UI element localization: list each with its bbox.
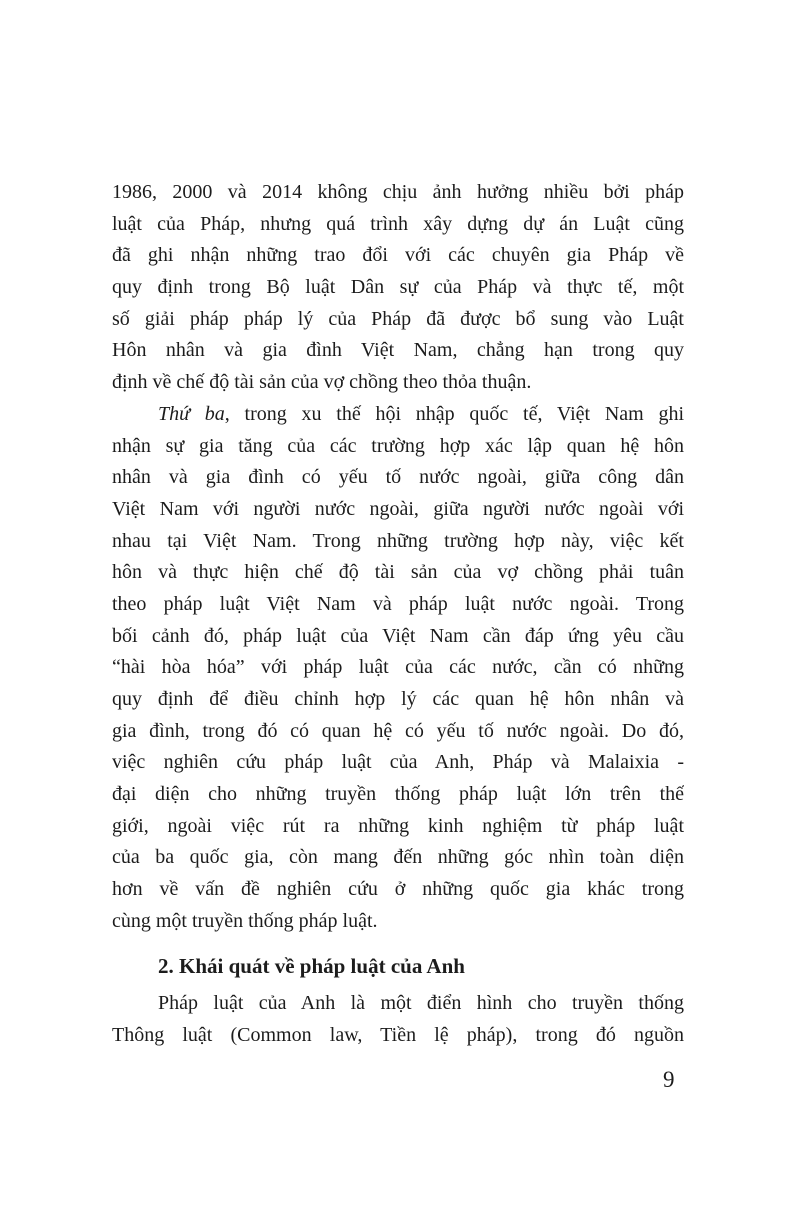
text-line: đã ghi nhận những trao đổi với các chuyên gia Pháp về [112, 244, 684, 267]
line-text: , trong xu thế hội nhập quốc tế, Việt Nam ghi [224, 402, 684, 425]
text-line: Việt Nam với người nước ngoài, giữa người nước ngoài với [112, 497, 684, 520]
page-number: 9 [663, 1067, 675, 1092]
text-line: định về chế độ tài sản của vợ chồng theo thỏa thuận. [112, 371, 532, 394]
text-line: quy định để điều chỉnh hợp lý các quan hệ hôn nhân và [112, 688, 684, 710]
text-line: Hôn nhân và gia đình Việt Nam, chẳng hạn trong quy [112, 339, 684, 362]
text-line: đại diện cho những truyền thống pháp luật lớn trên thế [112, 783, 684, 806]
text-line: theo pháp luật Việt Nam và pháp luật nước ngoài. Trong [112, 592, 684, 615]
text-block [112, 177, 684, 1052]
paragraph [112, 177, 684, 399]
text-line: gia đình, trong đó có quan hệ có yếu tố nước ngoài. Do đó, [112, 719, 684, 742]
text-line: giới, ngoài việc rút ra những kinh nghiệm từ pháp luật [112, 814, 684, 837]
text-line: luật của Pháp, nhưng quá trình xây dựng dự án Luật cũng [112, 212, 684, 235]
text-line [112, 399, 684, 431]
text-line: nhân và gia đình có yếu tố nước ngoài, giữa công dân [112, 466, 684, 489]
text-line: nhận sự gia tăng của các trường hợp xác lập quan hệ hôn [112, 434, 684, 457]
paragraph [112, 988, 684, 1051]
text-line: của ba quốc gia, còn mang đến những góc nhìn toàn diện [112, 846, 684, 869]
text-line: “hài hòa hóa” với pháp luật của các nước, cần có những [112, 656, 684, 679]
text-line: bối cảnh đó, pháp luật của Việt Nam cần đáp ứng yêu cầu [112, 624, 684, 647]
text-line: Thông luật (Common law, Tiền lệ pháp), trong đó nguồn [112, 1023, 684, 1046]
text-line: 1986, 2000 và 2014 không chịu ảnh hưởng nhiều bởi pháp [112, 181, 684, 203]
paragraph [112, 399, 684, 938]
text-line: cùng một truyền thống pháp luật. [112, 909, 378, 932]
text-line: hơn về vấn đề nghiên cứu ở những quốc gia khác trong [112, 878, 684, 901]
text-line: quy định trong Bộ luật Dân sự của Pháp và thực tế, một [112, 276, 684, 299]
text-line: nhau tại Việt Nam. Trong những trường hợp này, việc kết [112, 529, 684, 552]
emphasis-lead: Thứ ba [158, 402, 225, 425]
text-line: Pháp luật của Anh là một điển hình cho truyền thống [158, 992, 684, 1015]
text-line: hôn và thực hiện chế độ tài sản của vợ chồng phải tuân [112, 561, 684, 584]
text-line: việc nghiên cứu pháp luật của Anh, Pháp và Malaixia - [112, 751, 684, 774]
text-line: số giải pháp pháp lý của Pháp đã được bổ sung vào Luật [112, 307, 684, 330]
section-heading: 2. Khái quát về pháp luật của Anh [158, 953, 465, 978]
